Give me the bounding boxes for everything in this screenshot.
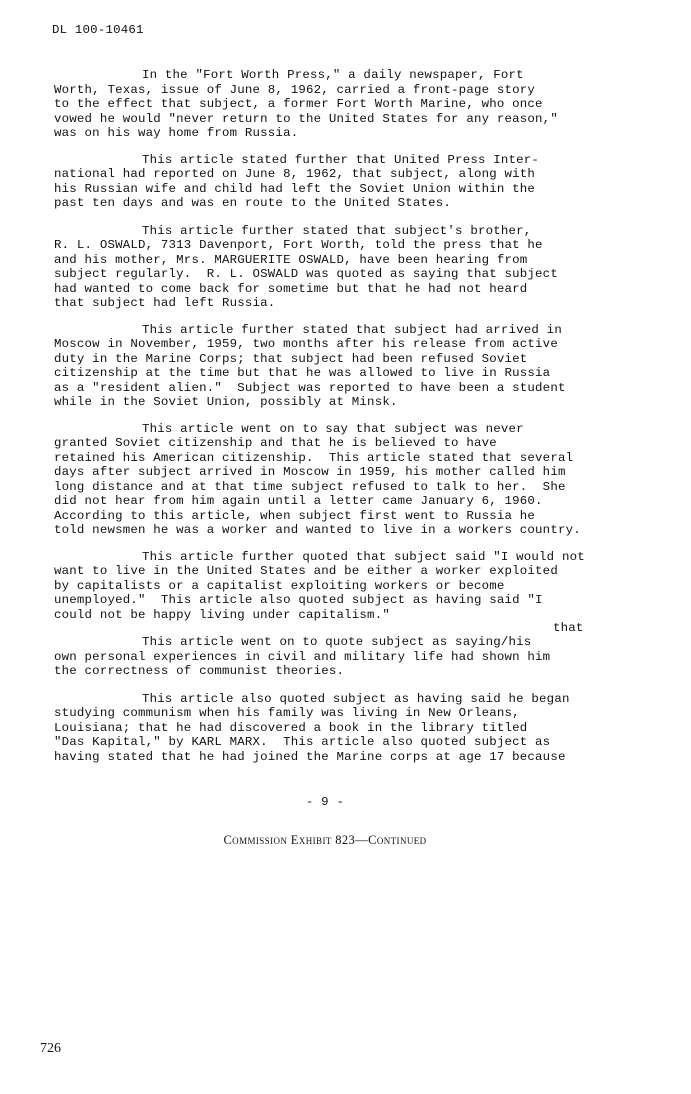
text-line: Worth, Texas, issue of June 8, 1962, carried a front-page story xyxy=(54,83,536,97)
text-line: This article went on to quote subject as saying/his xyxy=(142,635,532,649)
text-line: Moscow in November, 1959, two months after his release from active xyxy=(54,337,558,351)
text-line: while in the Soviet Union, possibly at Minsk. xyxy=(54,395,398,409)
text-line: national had reported on June 8, 1962, that subject, along with xyxy=(54,167,536,181)
text-line: R. L. OSWALD, 7313 Davenport, Fort Worth, told the press that he xyxy=(54,238,543,252)
file-number-header: DL 100-10461 xyxy=(52,23,144,37)
text-line: and his mother, Mrs. MARGUERITE OSWALD, have been hearing from xyxy=(54,253,528,267)
text-line: "Das Kapital," by KARL MARX. This article also quoted subject as xyxy=(54,735,551,749)
text-line: According to this article, when subject first went to Russia he xyxy=(54,509,536,523)
text-line: that subject had left Russia. xyxy=(54,296,276,310)
text-line: told newsmen he was a worker and wanted to live in a workers country. xyxy=(54,523,581,537)
text-line: the correctness of communist theories. xyxy=(54,664,345,678)
text-line: to the effect that subject, a former Fort Worth Marine, who once xyxy=(54,97,543,111)
text-line: duty in the Marine Corps; that subject had been refused Soviet xyxy=(54,352,528,366)
text-line: This article also quoted subject as having said he began xyxy=(142,692,570,706)
text-line: studying communism when his family was living in New Orleans, xyxy=(54,706,520,720)
text-line: was on his way home from Russia. xyxy=(54,126,299,140)
text-line: days after subject arrived in Moscow in 1959, his mother called him xyxy=(54,465,566,479)
text-line: unemployed." This article also quoted subject as having said "I xyxy=(54,593,543,607)
text-line: own personal experiences in civil and military life had shown him xyxy=(54,650,551,664)
text-line: by capitalists or a capitalist exploiting workers or become xyxy=(54,579,505,593)
text-line: as a "resident alien." Subject was reported to have been a student xyxy=(54,381,566,395)
text-line: could not be happy living under capitalism." xyxy=(54,608,390,622)
text-line: This article further quoted that subject said "I would not xyxy=(142,550,585,564)
text-line: his Russian wife and child had left the Soviet Union within the xyxy=(54,182,536,196)
text-line: past ten days and was en route to the United States. xyxy=(54,196,452,210)
text-line: This article went on to say that subject was never xyxy=(142,422,524,436)
text-line: granted Soviet citizenship and that he is believed to have xyxy=(54,436,497,450)
insertion-text: that xyxy=(553,621,584,635)
text-line: had wanted to come back for sometime but that he had not heard xyxy=(54,282,528,296)
text-line: having stated that he had joined the Marine corps at age 17 because xyxy=(54,750,566,764)
folio-number: 726 xyxy=(40,1041,61,1056)
text-line: This article further stated that subject had arrived in xyxy=(142,323,562,337)
text-line: subject regularly. R. L. OSWALD was quoted as saying that subject xyxy=(54,267,558,281)
text-line: This article further stated that subject's brother, xyxy=(142,224,532,238)
text-line: long distance and at that time subject refused to talk to her. She xyxy=(54,480,566,494)
page-number: - 9 - xyxy=(305,795,345,809)
text-line: retained his American citizenship. This article stated that several xyxy=(54,451,574,465)
exhibit-caption: Commission Exhibit 823—Continued xyxy=(223,833,427,847)
text-line: This article stated further that United Press Inter- xyxy=(142,153,540,167)
text-line: vowed he would "never return to the United States for any reason," xyxy=(54,112,558,126)
text-line: In the "Fort Worth Press," a daily newspaper, Fort xyxy=(142,68,524,82)
text-line: citizenship at the time but that he was allowed to live in Russia xyxy=(54,366,551,380)
text-line: want to live in the United States and be either a worker exploited xyxy=(54,564,558,578)
text-line: Louisiana; that he had discovered a book in the library titled xyxy=(54,721,528,735)
text-line: did not hear from him again until a letter came January 6, 1960. xyxy=(54,494,543,508)
